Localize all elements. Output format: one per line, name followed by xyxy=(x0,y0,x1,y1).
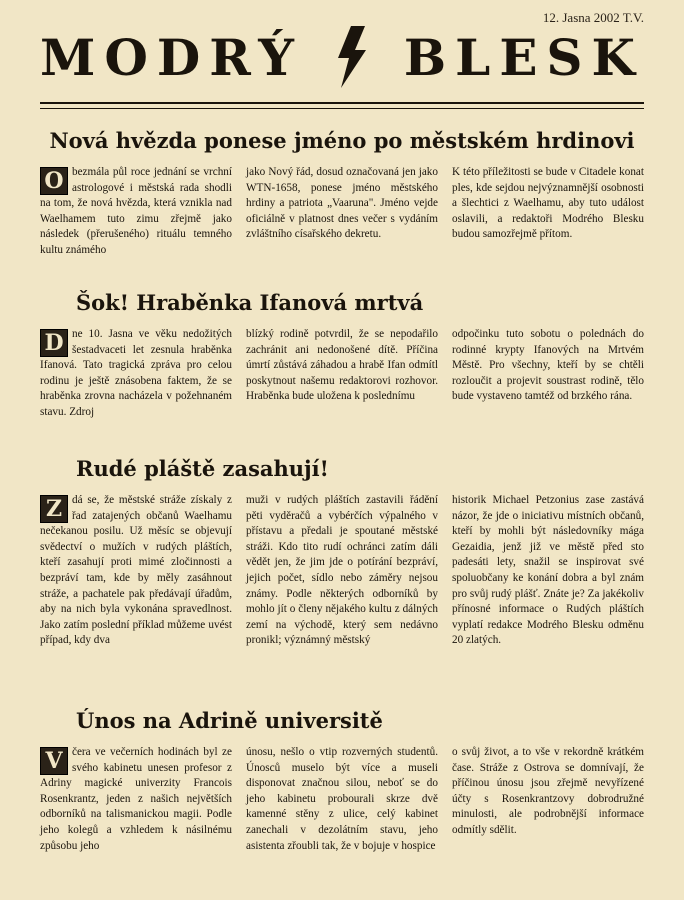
drop-cap: Z xyxy=(40,495,68,523)
article-column: historik Michael Petzonius zase zastává názor, že jde o iniciativu místních občanů, kteří by mohli být následovníky mága Gezaidia, jenž již ve městě před sto padesáti lety, snažil se inspirovat své spoluobčany ke konání dobra a byl znám pro svůj rudý plášť. Znáte je? Za jakékoliv přínosné informace o Rudých pláštích vyplatí redakce Modrého Blesku odměnu 20 zlatých. xyxy=(452,494,644,647)
article-red-cloaks xyxy=(40,456,644,649)
article-column xyxy=(40,745,232,854)
article-column: jako Nový řád, dosud označovaná jen jako WTN-1658, ponese jméno městského hrdiny a patriota „Vaaruna". Jméno vejde oficiálně v platnost dnes večer s vydáním zvláštního císařského dekretu. xyxy=(246,166,438,241)
column-text: bezmála půl roce jednání se vrchní astrologové i městská rada shodli na tom, že nová hvězda, která vznikla nad Waelhamem tuto zimu zřejmě jako následek (přerušeného) rituálu temného kultu známého xyxy=(40,166,232,256)
masthead-rule-bottom xyxy=(40,108,644,109)
masthead-title xyxy=(40,26,644,88)
article-countess-dead xyxy=(40,290,644,421)
article-columns xyxy=(40,745,644,854)
article-column xyxy=(40,327,232,421)
lightning-bolt-icon xyxy=(335,26,371,88)
masthead-title-left: MODRÝ xyxy=(40,27,303,87)
article-columns xyxy=(40,165,644,259)
column-text: ne 10. Jasna ve věku nedožitých šestadvaceti let zesnula hraběnka Ifanová. Tato tragická zpráva pro celou rodinu je ještě znásobena faktem, že se hraběnka zrovna nacházela v požehnaném stavu. Zdroj xyxy=(40,328,232,418)
masthead xyxy=(40,22,644,114)
issue-date: 12. Jasna 2002 T.V. xyxy=(542,10,644,25)
article-columns xyxy=(40,493,644,649)
article-column xyxy=(40,493,232,649)
drop-cap: O xyxy=(40,167,68,195)
masthead-rule-top xyxy=(40,102,644,104)
article-column xyxy=(40,165,232,259)
article-kidnapping xyxy=(40,708,644,854)
article-column: K této příležitosti se bude v Citadele konat ples, kde sejdou nejvýznamnější osobnosti a šlechtici z Waelhamu, aby tuto událost oslavili, a redaktoři Modrého Blesku budou samozřejmě přítom. xyxy=(452,166,644,241)
drop-cap: V xyxy=(40,747,68,775)
article-new-star xyxy=(40,128,644,259)
article-columns xyxy=(40,327,644,421)
column-text: dá se, že městské stráže získaly z řad zatajených občanů Waelhamu nečekanou posilu. Už měsíc se objevují svědectví o mužích v rudých pláštích, kteří zasahují proti mimé zločinnosti a bezpráví tam, kde by měly zasáhnout stráže, a pachatele pak předávají úřadům, aby na nich byla vykonána spravedlnost. Jako zatím poslední příklad můžeme uvést případ, kdy dva xyxy=(40,494,232,647)
article-column: blízký rodině potvrdil, že se nepodařilo zachránit ani nedonošené dítě. Příčina úmrtí zůstává záhadou a hrabě Ifan odmítl poskytnout našemu redaktorovi rozhovor. Hraběnka bude uložena k poslednímu xyxy=(246,328,438,403)
article-headline: Rudé pláště zasahují! xyxy=(76,456,329,481)
column-text: čera ve večerních hodinách byl ze svého kabinetu unesen profesor z Adriny magické univerzity Francois Rosenkrantz, jeden z našich největších odborníků na talismanickou magii. Podle jeho kolegů a vzhledem k násilnému způsobu jeho xyxy=(40,746,232,852)
article-headline: Únos na Adrině universitě xyxy=(76,708,383,733)
article-column: únosu, nešlo o vtip rozverných studentů. Únosců muselo být více a museli disponovat značnou silou, neboť se do jeho kabinetu probourali skrze dvě kamenné stěny z ulice, celý kabinet zanechali v dezolátním stavu, jeho asistenta zřoubli tak, že v bojuje v hospice xyxy=(246,746,438,852)
article-column: o svůj život, a to vše v rekordně krátkém čase. Stráže z Ostrova se domnívají, že příčinou únosu jsou zřejmě nevyřízené účty s Rosenkrantzovy dobrodružné minulosti, ale podrobnější informace odmítly sdělit. xyxy=(452,746,644,836)
article-headline: Šok! Hraběnka Ifanová mrtvá xyxy=(76,290,424,315)
article-headline: Nová hvězda ponese jméno po městském hrdinovi xyxy=(49,128,635,153)
article-column: muži v rudých pláštích zastavili řádění pěti vyděračů a vybérčích výpalného v přístavu a předali je spoutané městské stráži. Kdo tito rudí ochránci zatím dáli vědět jen, že jim jde o potírání bezpráví, jejich počet, sídlo nebo záměry nejsou známy. Podle některých odborníků by mohlo jít o členy nějakého kultu z dálných zemí na východě, který sem nedávno pronikl; význámný městský xyxy=(246,494,438,647)
drop-cap: D xyxy=(40,329,68,357)
article-column: odpočinku tuto sobotu o polednách do rodinné krypty Ifanových na Mrtvém Městě. Pro všechny, kteří by se chtěli rozloučit a projevit soustrast rodině, tělo bude vystaveno tamtéž od brzkého rána. xyxy=(452,328,644,403)
masthead-title-right: BLESK xyxy=(403,27,644,87)
